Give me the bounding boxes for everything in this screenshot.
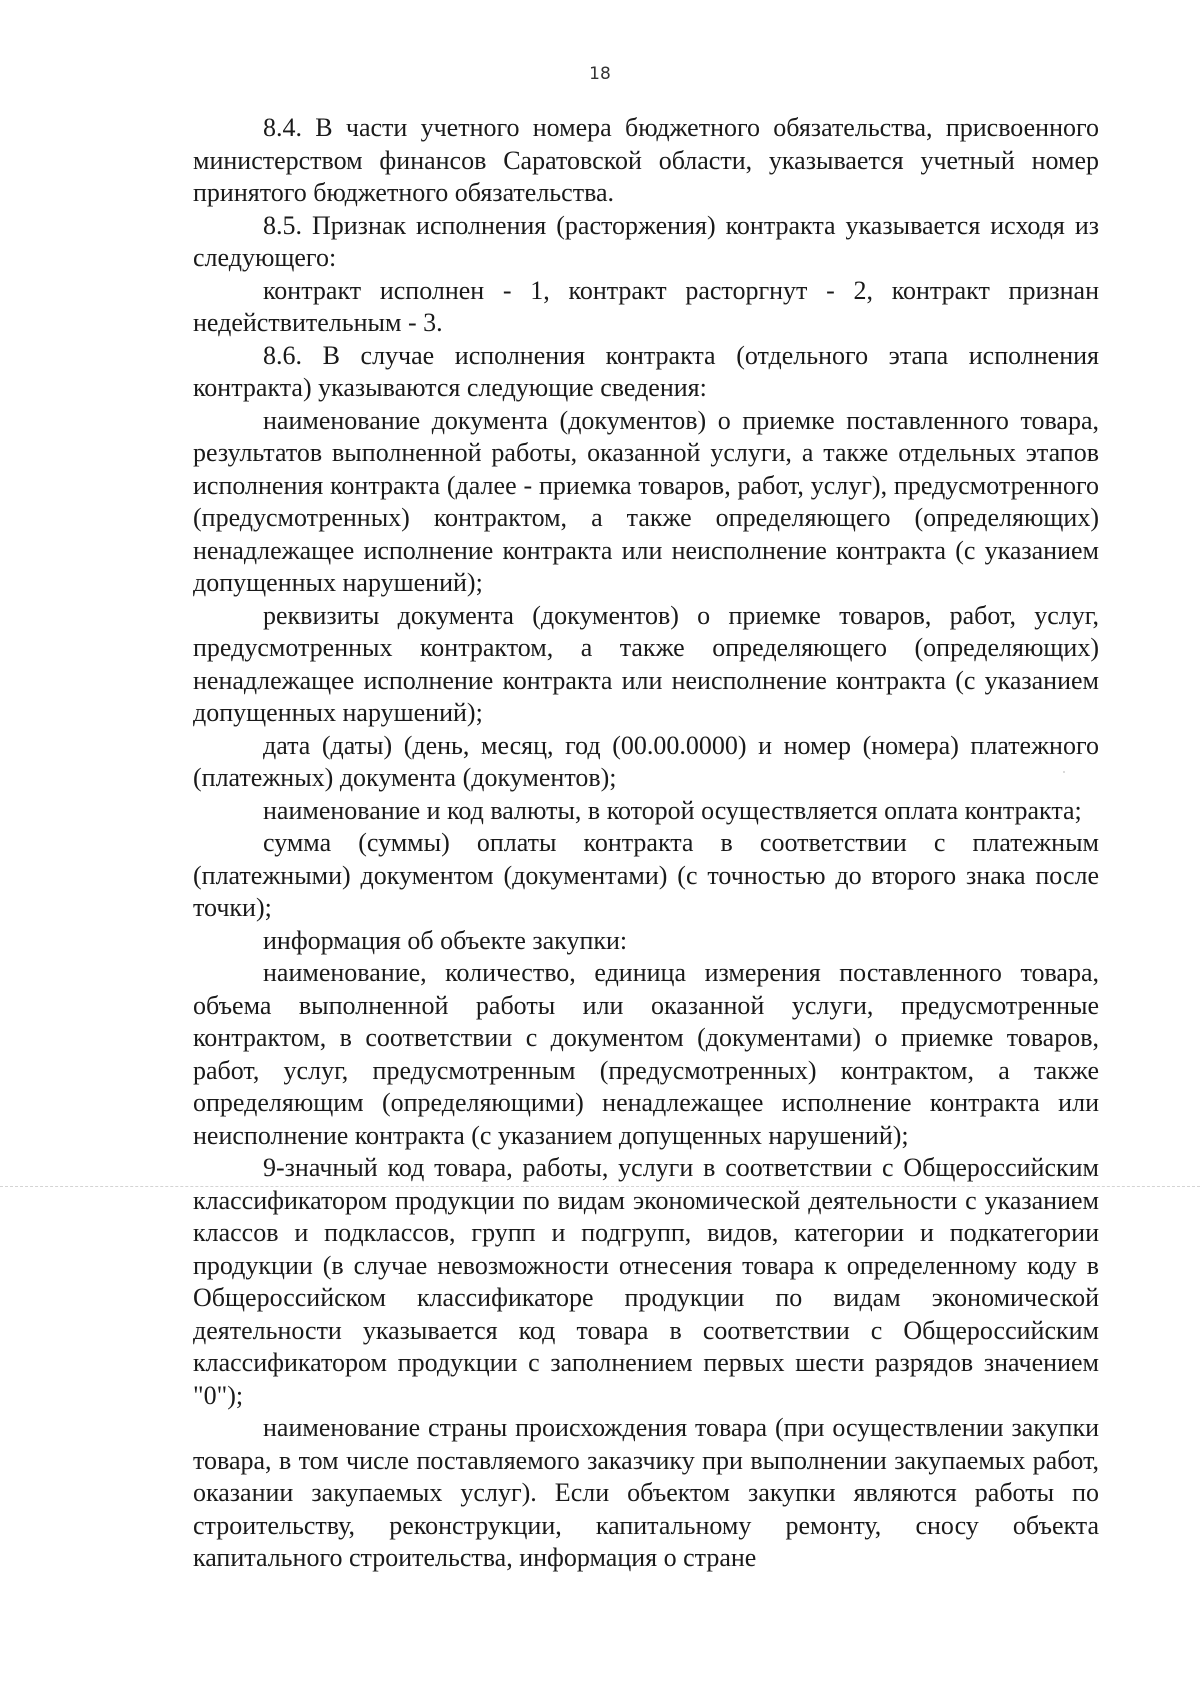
paragraph-acceptance-document-details: реквизиты документа (документов) о приемке товаров, работ, услуг, предусмотренных контрактом, а также определяющего (определяющих) ненадлежащее исполнение контракта или неисполнение контракта (с указанием допущенных нарушений); <box>193 600 1099 727</box>
paragraph-payment-document-date: дата (даты) (день, месяц, год (00.00.0000) и номер (номера) платежного (платежных) документа (документов); <box>193 730 1099 792</box>
paragraph-8-5: 8.5. Признак исполнения (расторжения) контракта указывается исходя из следующего: <box>193 210 1099 272</box>
page-number: 18 <box>589 64 611 84</box>
paragraph-procurement-object: информация об объекте закупки: <box>263 925 628 955</box>
paragraph-acceptance-document-name: наименование документа (документов) о приемке поставленного товара, результатов выполненной работы, оказанной услуги, а также отдельных этапов исполнения контракта (далее - приемка товаров, работ, услуг), предусмотренного (предусмотренных) контрактом, а также определяющего (определяющих) ненадлежащее исполнение контракта или неисполнение контракта (с указанием допущенных нарушений); <box>193 405 1099 597</box>
paragraph-okpd-code: 9-значный код товара, работы, услуги в соответствии с Общероссийским классификатором продукции по видам экономической деятельности с указанием классов и подклассов, групп и подгрупп, видов, категории и подкатегории продукции (в случае невозможности отнесения товара к определенному коду в Общероссийском классификаторе продукции по видам экономической деятельности указывается код товара в соответствии с Общероссийским классификатором продукции с заполнением первых шести разрядов значением "0"); <box>193 1153 1099 1410</box>
paragraph-8-4: 8.4. В части учетного номера бюджетного обязательства, присвоенного министерством финансов Саратовской области, указывается учетный номер принятого бюджетного обязательства. <box>193 113 1099 207</box>
paragraph-currency: наименование и код валюты, в которой осуществляется оплата контракта; <box>263 795 1082 825</box>
document-body <box>193 112 1099 1575</box>
paragraph-country-of-origin: наименование страны происхождения товара (при осуществлении закупки товара, в том числе поставляемого заказчику при выполнении закупаемых работ, оказании закупаемых услуг). Если объектом закупки являются работы по строительству, реконструкции, капитальному ремонту, сносу объекта капитального строительства, информация о стране <box>193 1413 1099 1572</box>
paragraph-goods-quantity: наименование, количество, единица измерения поставленного товара, объема выполненной работы или оказанной услуги, предусмотренные контрактом, в соответствии с документом (документами) о приемке товаров, работ, услуг, предусмотренным (предусмотренных) контрактом, а также определяющим (определяющими) ненадлежащее исполнение контракта или неисполнение контракта (с указанием допущенных нарушений); <box>193 958 1099 1150</box>
paragraph-payment-amount: сумма (суммы) оплаты контракта в соответствии с платежным (платежными) документом (документами) (с точностью до второго знака после точки); <box>193 828 1099 922</box>
paragraph-8-5-values: контракт исполнен - 1, контракт расторгнут - 2, контракт признан недействительным - 3. <box>193 275 1099 337</box>
paragraph-8-6: 8.6. В случае исполнения контракта (отдельного этапа исполнения контракта) указываются следующие сведения: <box>193 340 1099 402</box>
